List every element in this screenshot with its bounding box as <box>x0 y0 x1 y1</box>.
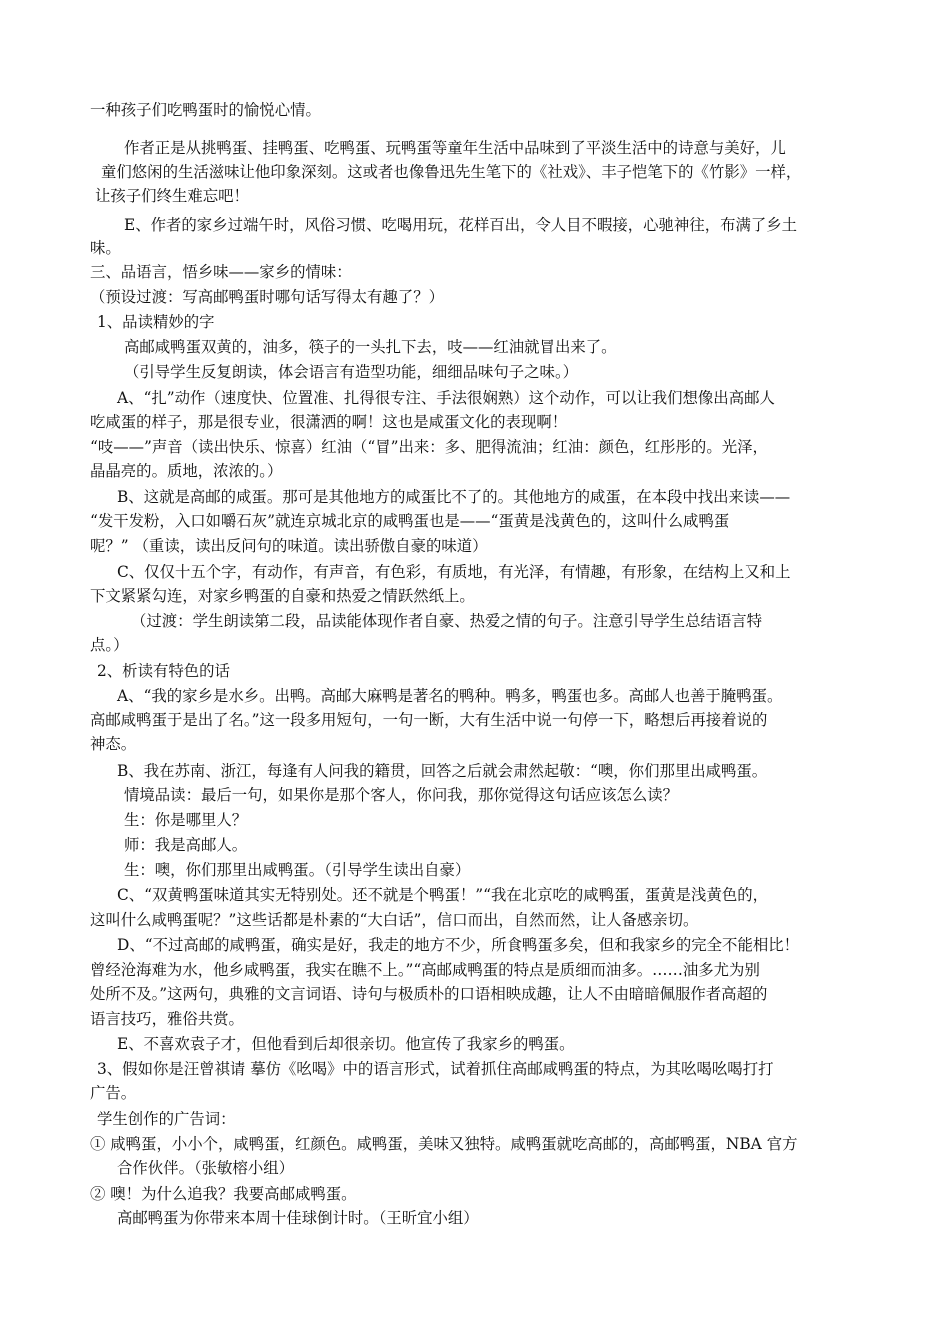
text-line: 点。） <box>90 636 129 654</box>
text-line: 让孩子们终生难忘吧！ <box>95 187 249 205</box>
text-line: 曾经沧海难为水，他乡咸鸭蛋，我实在瞧不上。”“高邮咸鸭蛋的特点是质细而油多。……油多尤为别 <box>90 961 760 979</box>
subheading: 1、品读精妙的字 <box>97 313 215 331</box>
text-line: （引导学生反复朗读，体会语言有造型功能，细细品味句子之味。） <box>124 363 579 381</box>
text-line: 处所不及。”这两句，典雅的文言词语、诗句与极质朴的口语相映成趣，让人不由暗暗佩服作者高超的 <box>90 985 768 1003</box>
text-line: 童们悠闲的生活滋味让他印象深刻。这或者也像鲁迅先生笔下的《社戏》、丰子恺笔下的《竹影》一样， <box>101 163 802 181</box>
text-line: 情境品读：最后一句，如果你是那个客人，你问我，那你觉得这句话应该怎么读？ <box>124 786 679 804</box>
list-item: ② 噢！为什么追我？我要高邮咸鸭蛋。 <box>90 1185 357 1203</box>
text-line: 味。 <box>90 239 121 257</box>
text-line: A、“扎”动作（速度快、位置准、扎得很专注、手法很娴熟）这个动作，可以让我们想像出高邮人 <box>117 389 775 407</box>
text-line: 一种孩子们吃鸭蛋时的愉悦心情。 <box>90 101 321 119</box>
section-heading: 三、品语言，悟乡味——家乡的情味： <box>90 263 352 281</box>
text-line: E、不喜欢袁子才，但他看到后却很亲切。他宣传了我家乡的鸭蛋。 <box>117 1035 575 1053</box>
text-line: 广告。 <box>90 1084 137 1102</box>
dialogue-line: 师：我是高邮人。 <box>124 836 248 854</box>
text-line: 语言技巧，雅俗共赏。 <box>90 1010 244 1028</box>
text-line: 高邮鸭蛋为你带来本周十佳球倒计时。（王昕宜小组） <box>117 1209 479 1227</box>
dialogue-line: 生：噢，你们那里出咸鸭蛋。（引导学生读出自豪） <box>124 861 471 879</box>
text-line: 晶晶亮的。质地，浓浓的。） <box>90 462 283 480</box>
text-line: 这叫什么咸鸭蛋呢？”这些话都是朴素的“大白话”，信口而出，自然而然，让人备感亲切。 <box>90 911 699 929</box>
text-line: C、“双黄鸭蛋味道其实无特别处。还不就是个鸭蛋！”“我在北京吃的咸鸭蛋，蛋黄是浅黄色的， <box>117 886 769 904</box>
list-item: ① 咸鸭蛋，小小个，咸鸭蛋，红颜色。咸鸭蛋，美味又独特。咸鸭蛋就吃高邮的，高邮鸭蛋，NBA 官方 <box>90 1135 798 1153</box>
text-line: D、“不过高邮的咸鸭蛋，确实是好，我走的地方不少，所食鸭蛋多矣，但和我家乡的完全不能相比！ <box>117 936 800 954</box>
text-line: B、我在苏南、浙江，每逢有人问我的籍贯，回答之后就会肃然起敬：“噢，你们那里出咸鸭蛋。 <box>117 762 768 780</box>
text-line: 神态。 <box>90 735 137 753</box>
text-line: 吃咸蛋的样子，那是很专业，很潇洒的啊！这也是咸蛋文化的表现啊！ <box>90 413 568 431</box>
text-line: （预设过渡：写高邮鸭蛋时哪句话写得太有趣了？） <box>90 288 444 306</box>
text-line: 呢？” （重读，读出反问句的味道。读出骄傲自豪的味道） <box>90 537 488 555</box>
subheading: 3、假如你是汪曾祺请 摹仿《吆喝》中的语言形式，试着抓住高邮咸鸭蛋的特点，为其吆喝吆喝打打 <box>97 1060 774 1078</box>
text-line: 高邮咸鸭蛋双黄的，油多，筷子的一头扎下去，吱——红油就冒出来了。 <box>124 338 617 356</box>
text-line: “吱——”声音（读出快乐、惊喜）红油（“冒”出来：多、肥得流油；红油：颜色，红彤彤的。光泽， <box>90 438 768 456</box>
text-line: （过渡：学生朗读第二段，品读能体现作者自豪、热爱之情的句子。注意引导学生总结语言特 <box>131 612 763 630</box>
text-line: 下文紧紧勾连，对家乡鸭蛋的自豪和热爱之情跃然纸上。 <box>90 587 475 605</box>
text-line: 学生创作的广告词： <box>97 1110 236 1128</box>
text-line: E、作者的家乡过端午时，风俗习惯、吃喝用玩，花样百出，令人目不暇接，心驰神往，布满了乡土 <box>124 216 798 234</box>
text-line: B、这就是高邮的咸蛋。那可是其他地方的咸蛋比不了的。其他地方的咸蛋，在本段中找出来读—— <box>117 488 791 506</box>
subheading: 2、析读有特色的话 <box>97 662 230 680</box>
text-line: 合作伙伴。（张敏榕小组） <box>117 1159 294 1177</box>
text-line: C、仅仅十五个字，有动作，有声音，有色彩，有质地，有光泽，有情趣，有形象，在结构上又和上 <box>117 563 791 581</box>
text-line: 作者正是从挑鸭蛋、挂鸭蛋、吃鸭蛋、玩鸭蛋等童年生活中品味到了平淡生活中的诗意与美好，儿 <box>124 139 786 157</box>
text-line: “发干发粉，入口如嚼石灰”就连京城北京的咸鸭蛋也是——“蛋黄是浅黄色的，这叫什么咸鸭蛋 <box>90 512 730 530</box>
dialogue-line: 生：你是哪里人？ <box>124 811 248 829</box>
text-line: A、“我的家乡是水乡。出鸭。高邮大麻鸭是著名的鸭种。鸭多，鸭蛋也多。高邮人也善于腌鸭蛋。 <box>117 687 783 705</box>
text-line: 高邮咸鸭蛋于是出了名。”这一段多用短句，一句一断，大有生活中说一句停一下，略想后再接着说的 <box>90 711 768 729</box>
